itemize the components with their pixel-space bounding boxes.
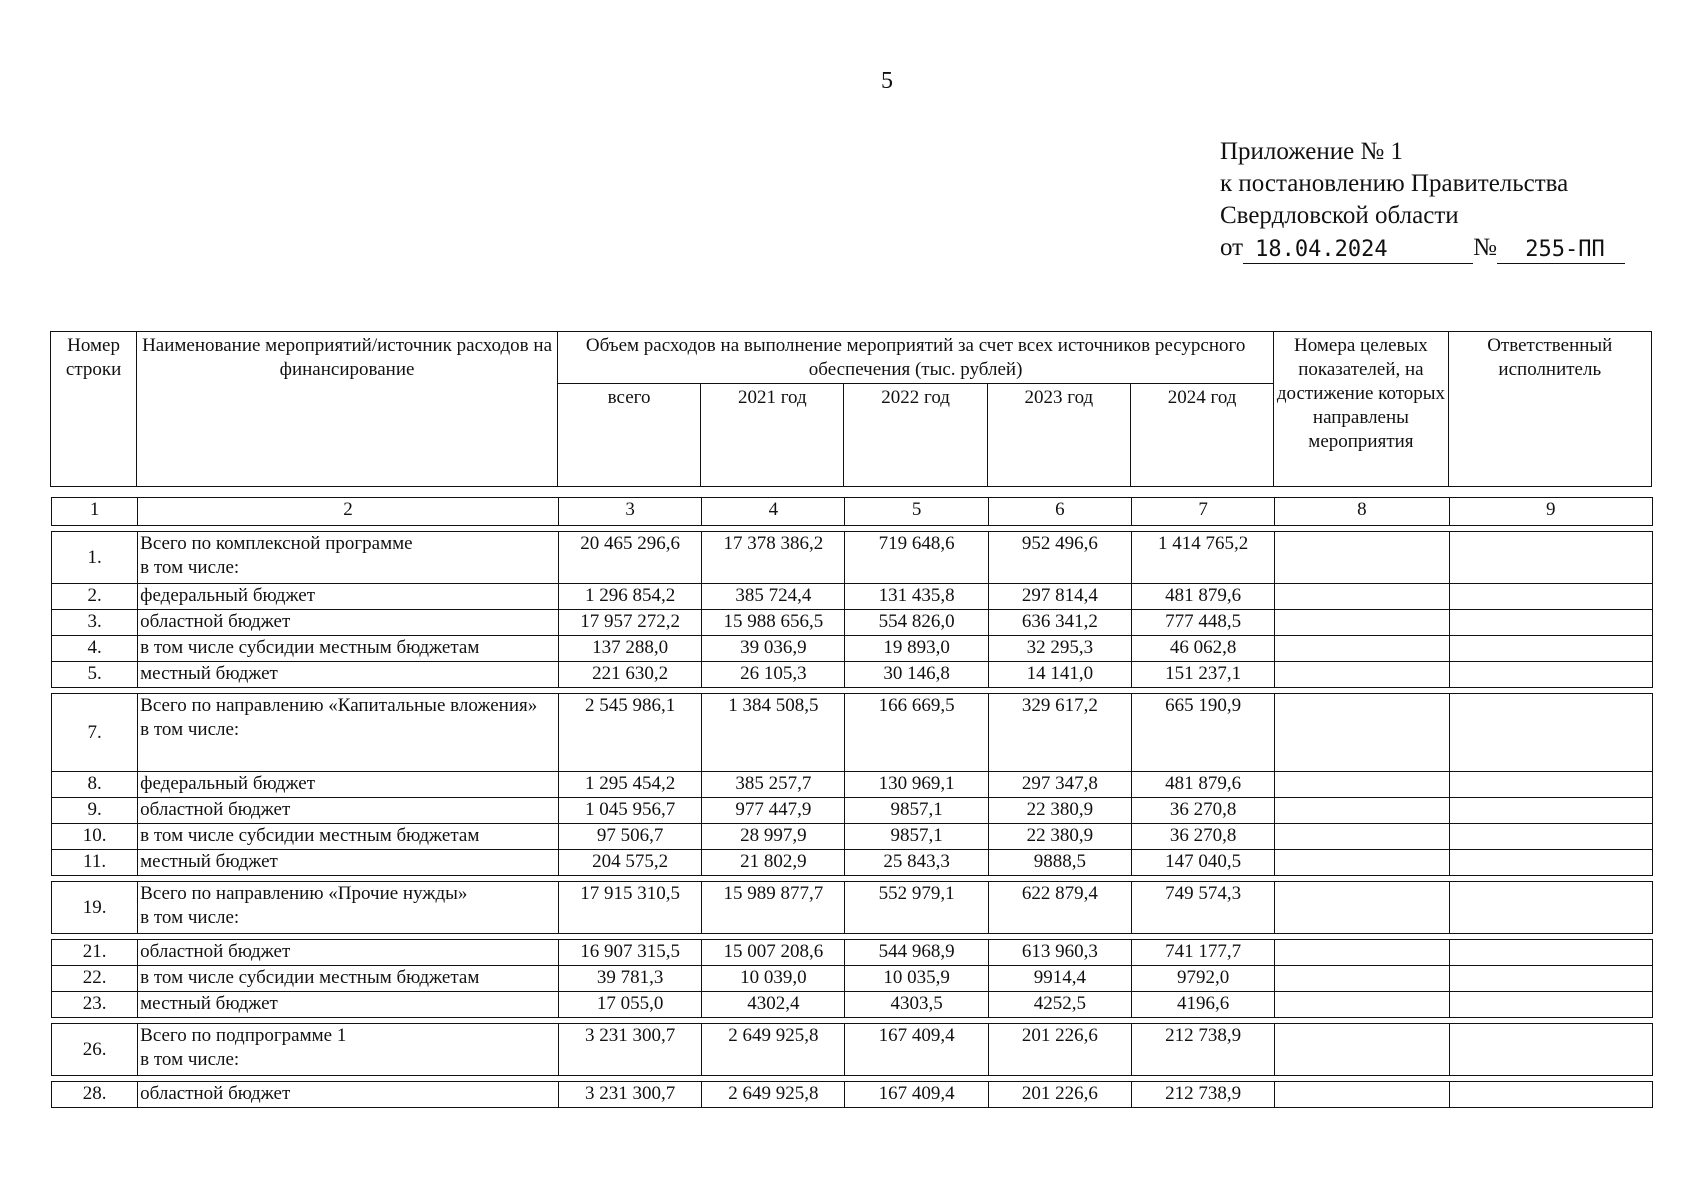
row-name: Всего по подпрограмме 1	[140, 1025, 347, 1046]
value-cell: 97 506,7	[558, 824, 701, 850]
value-cell: 147 040,5	[1132, 850, 1275, 876]
targets-cell	[1275, 882, 1449, 934]
responsible-cell	[1449, 610, 1652, 636]
row-number: 21.	[52, 940, 138, 966]
column-index: 6	[988, 498, 1131, 526]
responsible-cell	[1449, 824, 1652, 850]
value-cell: 297 347,8	[988, 772, 1131, 798]
row-name-cell	[138, 636, 559, 662]
row-name: в том числе субсидии местным бюджетам	[140, 967, 480, 988]
column-index: 9	[1449, 498, 1652, 526]
appendix-title: Приложение № 1	[1220, 138, 1404, 165]
row-number: 10.	[52, 824, 138, 850]
responsible-cell	[1449, 532, 1652, 584]
row-name: местный бюджет	[140, 993, 278, 1014]
page-number: 5	[881, 68, 893, 94]
column-index: 8	[1275, 498, 1449, 526]
row-number: 28.	[52, 1082, 138, 1108]
row-name-cell	[138, 584, 559, 610]
table-row	[52, 882, 1653, 934]
header-volume: Объем расходов на выполнение мероприятий за счет всех источников ресурсного обеспечения (тыс. рублей)	[557, 332, 1273, 384]
responsible-cell	[1449, 662, 1652, 688]
value-cell: 385 257,7	[702, 772, 845, 798]
value-cell: 30 146,8	[845, 662, 988, 688]
value-cell: 167 409,4	[845, 1024, 988, 1076]
table-row	[52, 662, 1653, 688]
column-index: 1	[52, 498, 138, 526]
value-cell: 15 988 656,5	[702, 610, 845, 636]
row-number: 11.	[52, 850, 138, 876]
responsible-cell	[1449, 882, 1652, 934]
row-name-cell	[138, 824, 559, 850]
row-name-cell	[138, 940, 559, 966]
targets-cell	[1275, 662, 1449, 688]
row-number: 2.	[52, 584, 138, 610]
responsible-cell	[1449, 850, 1652, 876]
value-cell: 741 177,7	[1132, 940, 1275, 966]
targets-cell	[1275, 532, 1449, 584]
row-name-sub: в том числе:	[140, 557, 240, 578]
value-cell: 22 380,9	[988, 798, 1131, 824]
value-cell: 665 190,9	[1132, 694, 1275, 772]
row-name: областной бюджет	[140, 941, 291, 962]
value-cell: 544 968,9	[845, 940, 988, 966]
data-table	[51, 497, 1653, 1108]
value-cell: 167 409,4	[845, 1082, 988, 1108]
value-cell: 22 380,9	[988, 824, 1131, 850]
value-cell: 17 915 310,5	[558, 882, 701, 934]
table-row	[52, 772, 1653, 798]
value-cell: 212 738,9	[1132, 1082, 1275, 1108]
value-cell: 977 447,9	[702, 798, 845, 824]
value-cell: 212 738,9	[1132, 1024, 1275, 1076]
row-name-cell	[138, 882, 559, 934]
header-targets: Номера целевых показателей, на достижение которых направлены мероприятия	[1274, 332, 1448, 487]
row-number: 1.	[52, 532, 138, 584]
row-name-cell	[138, 1024, 559, 1076]
value-cell: 9792,0	[1132, 966, 1275, 992]
row-name-sub: в том числе:	[140, 1049, 240, 1070]
responsible-cell	[1449, 992, 1652, 1018]
value-cell: 2 649 925,8	[702, 1024, 845, 1076]
responsible-cell	[1449, 584, 1652, 610]
value-cell: 10 035,9	[845, 966, 988, 992]
appendix-region: Свердловской области	[1220, 202, 1459, 229]
row-name-cell	[138, 610, 559, 636]
value-cell: 777 448,5	[1132, 610, 1275, 636]
value-cell: 15 007 208,6	[702, 940, 845, 966]
targets-cell	[1275, 966, 1449, 992]
value-cell: 749 574,3	[1132, 882, 1275, 934]
value-cell: 36 270,8	[1132, 824, 1275, 850]
table-row	[52, 1082, 1653, 1108]
row-name: Всего по направлению «Капитальные вложения»	[140, 695, 538, 716]
value-cell: 385 724,4	[702, 584, 845, 610]
value-cell: 9914,4	[988, 966, 1131, 992]
value-cell: 329 617,2	[988, 694, 1131, 772]
table-row	[52, 798, 1653, 824]
row-number: 23.	[52, 992, 138, 1018]
row-number: 7.	[52, 694, 138, 772]
row-name: областной бюджет	[140, 799, 291, 820]
value-cell: 131 435,8	[845, 584, 988, 610]
row-name: Всего по направлению «Прочие нужды»	[140, 883, 468, 904]
table-row	[52, 584, 1653, 610]
row-number: 19.	[52, 882, 138, 934]
value-cell: 39 036,9	[702, 636, 845, 662]
value-cell: 622 879,4	[988, 882, 1131, 934]
targets-cell	[1275, 694, 1449, 772]
table-row	[52, 966, 1653, 992]
row-number: 4.	[52, 636, 138, 662]
value-cell: 25 843,3	[845, 850, 988, 876]
value-cell: 636 341,2	[988, 610, 1131, 636]
value-cell: 28 997,9	[702, 824, 845, 850]
column-index: 2	[138, 498, 559, 526]
value-cell: 481 879,6	[1132, 584, 1275, 610]
row-name: областной бюджет	[140, 611, 291, 632]
table-row	[52, 992, 1653, 1018]
value-cell: 46 062,8	[1132, 636, 1275, 662]
value-cell: 4252,5	[988, 992, 1131, 1018]
header-total: всего	[557, 384, 700, 487]
row-name: местный бюджет	[140, 663, 278, 684]
row-number: 9.	[52, 798, 138, 824]
column-index-row	[52, 498, 1653, 526]
row-name: федеральный бюджет	[140, 773, 316, 794]
value-cell: 151 237,1	[1132, 662, 1275, 688]
responsible-cell	[1449, 772, 1652, 798]
decree-date: 18.04.2024	[1243, 237, 1473, 264]
value-cell: 36 270,8	[1132, 798, 1275, 824]
value-cell: 10 039,0	[702, 966, 845, 992]
targets-cell	[1275, 992, 1449, 1018]
value-cell: 32 295,3	[988, 636, 1131, 662]
from-label: от	[1220, 234, 1244, 261]
value-cell: 3 231 300,7	[558, 1024, 701, 1076]
value-cell: 166 669,5	[845, 694, 988, 772]
targets-cell	[1275, 798, 1449, 824]
number-label: №	[1473, 234, 1497, 261]
value-cell: 137 288,0	[558, 636, 701, 662]
targets-cell	[1275, 636, 1449, 662]
value-cell: 9888,5	[988, 850, 1131, 876]
value-cell: 1 296 854,2	[558, 584, 701, 610]
value-cell: 1 414 765,2	[1132, 532, 1275, 584]
row-number: 5.	[52, 662, 138, 688]
value-cell: 481 879,6	[1132, 772, 1275, 798]
table-row	[52, 850, 1653, 876]
row-name-cell	[138, 662, 559, 688]
targets-cell	[1275, 1024, 1449, 1076]
value-cell: 15 989 877,7	[702, 882, 845, 934]
column-index: 4	[702, 498, 845, 526]
value-cell: 2 545 986,1	[558, 694, 701, 772]
value-cell: 552 979,1	[845, 882, 988, 934]
value-cell: 4302,4	[702, 992, 845, 1018]
header-name: Наименование мероприятий/источник расходов на финансирование	[137, 332, 558, 487]
value-cell: 4196,6	[1132, 992, 1275, 1018]
row-name: в том числе субсидии местным бюджетам	[140, 637, 480, 658]
row-name-sub: в том числе:	[140, 907, 240, 928]
row-name-cell	[138, 992, 559, 1018]
row-name-cell	[138, 772, 559, 798]
responsible-cell	[1449, 636, 1652, 662]
value-cell: 16 907 315,5	[558, 940, 701, 966]
row-number: 22.	[52, 966, 138, 992]
appendix-decree: к постановлению Правительства	[1220, 170, 1569, 197]
value-cell: 17 378 386,2	[702, 532, 845, 584]
header-year-2022: 2022 год	[844, 384, 987, 487]
targets-cell	[1275, 940, 1449, 966]
appendix-date-number	[1220, 232, 1625, 264]
value-cell: 719 648,6	[845, 532, 988, 584]
value-cell: 201 226,6	[988, 1082, 1131, 1108]
targets-cell	[1275, 584, 1449, 610]
value-cell: 14 141,0	[988, 662, 1131, 688]
row-name-cell	[138, 966, 559, 992]
value-cell: 9857,1	[845, 798, 988, 824]
responsible-cell	[1449, 1082, 1652, 1108]
value-cell: 204 575,2	[558, 850, 701, 876]
header-row-number: Номер строки	[51, 332, 137, 487]
value-cell: 297 814,4	[988, 584, 1131, 610]
table-row	[52, 940, 1653, 966]
responsible-cell	[1449, 798, 1652, 824]
value-cell: 554 826,0	[845, 610, 988, 636]
column-index: 5	[845, 498, 988, 526]
row-name-cell	[138, 1082, 559, 1108]
row-number: 26.	[52, 1024, 138, 1076]
value-cell: 130 969,1	[845, 772, 988, 798]
column-index: 3	[558, 498, 701, 526]
targets-cell	[1275, 610, 1449, 636]
value-cell: 3 231 300,7	[558, 1082, 701, 1108]
value-cell: 39 781,3	[558, 966, 701, 992]
row-name-cell	[138, 850, 559, 876]
row-name-sub: в том числе:	[140, 719, 240, 740]
column-index: 7	[1132, 498, 1275, 526]
table-row	[52, 694, 1653, 772]
header-responsible: Ответственный исполнитель	[1448, 332, 1651, 487]
row-name: областной бюджет	[140, 1083, 291, 1104]
responsible-cell	[1449, 694, 1652, 772]
targets-cell	[1275, 1082, 1449, 1108]
value-cell: 17 055,0	[558, 992, 701, 1018]
value-cell: 1 295 454,2	[558, 772, 701, 798]
row-number: 8.	[52, 772, 138, 798]
value-cell: 201 226,6	[988, 1024, 1131, 1076]
row-name: федеральный бюджет	[140, 585, 316, 606]
row-number: 3.	[52, 610, 138, 636]
value-cell: 21 802,9	[702, 850, 845, 876]
responsible-cell	[1449, 1024, 1652, 1076]
targets-cell	[1275, 850, 1449, 876]
row-name: Всего по комплексной программе	[140, 533, 413, 554]
table-header	[50, 331, 1652, 487]
value-cell: 4303,5	[845, 992, 988, 1018]
responsible-cell	[1449, 940, 1652, 966]
value-cell: 19 893,0	[845, 636, 988, 662]
header-year-2024: 2024 год	[1131, 384, 1274, 487]
responsible-cell	[1449, 966, 1652, 992]
targets-cell	[1275, 772, 1449, 798]
row-name-cell	[138, 532, 559, 584]
table-row	[52, 824, 1653, 850]
value-cell: 26 105,3	[702, 662, 845, 688]
appendix-block	[1220, 136, 1625, 264]
table-row	[52, 1024, 1653, 1076]
value-cell: 613 960,3	[988, 940, 1131, 966]
row-name: в том числе субсидии местным бюджетам	[140, 825, 480, 846]
table-row	[52, 636, 1653, 662]
header-year-2021: 2021 год	[701, 384, 844, 487]
value-cell: 952 496,6	[988, 532, 1131, 584]
value-cell: 1 045 956,7	[558, 798, 701, 824]
row-name-cell	[138, 798, 559, 824]
decree-number: 255-ПП	[1497, 237, 1625, 264]
table-row	[52, 532, 1653, 584]
value-cell: 9857,1	[845, 824, 988, 850]
value-cell: 20 465 296,6	[558, 532, 701, 584]
table-row	[52, 610, 1653, 636]
value-cell: 2 649 925,8	[702, 1082, 845, 1108]
table-body	[52, 498, 1653, 1108]
value-cell: 1 384 508,5	[702, 694, 845, 772]
value-cell: 17 957 272,2	[558, 610, 701, 636]
row-name-cell	[138, 694, 559, 772]
header-year-2023: 2023 год	[987, 384, 1130, 487]
value-cell: 221 630,2	[558, 662, 701, 688]
targets-cell	[1275, 824, 1449, 850]
row-name: местный бюджет	[140, 851, 278, 872]
